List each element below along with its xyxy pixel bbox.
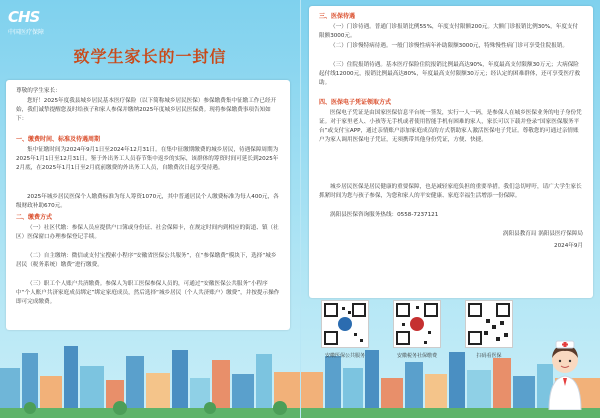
- section2-heading: 二、缴费方式: [16, 214, 53, 221]
- section1-paragraph2: 2025年城乡居民医保个人缴费标准为每人筹资1070元，其中普通居民个人缴费标准为每人400元，各级财政补助670元。: [16, 194, 279, 209]
- section1-paragraph1: 集中征缴时间为2024年9月1日至2024年12月31日。在集中征缴期缴费的城乡居民，待遇保障周期为2025年1月1日至12月31日。鉴于外出务工人员春节集中返乡的实际，该群体的筹资时间可延长到2025年2月底，在2025年1月1日至2月底前缴费的外出务工人员，自缴费次日起享受待遇。: [16, 147, 279, 171]
- section4-paragraph1: 医保电子凭证是由国家医保信息平台统一签发，实行一人一码，是参保人在城乡医保业务的电子身份凭证。对于家里老人、小孩等无手机或者使用智能手机有困难的家人，家长可以下载并登录“国家医保服务平台”或支付宝APP，通过亲情账户添加家庭成员的方式帮助家人激活医保电子凭证。尊敬您的可通过亲情账户为家人调用医保电子凭证，无须携带其他身份凭证，方便、快捷。: [319, 110, 582, 143]
- hotline: 涡阳县医保咨询服务热线：0558-7237121: [330, 212, 439, 218]
- qr-label-1: 安徽医保公共服务: [324, 353, 365, 359]
- section3-heading: 三、医保待遇: [319, 13, 356, 20]
- qr-code-anhui-tax-social-security[interactable]: [393, 300, 441, 348]
- section2-paragraph1: （一）社区代缴：参保人员应提供户口簿或身份证、社会保障卡，在规定时间内到相应的街道、镇（社区）医保窗口办理参保登记手续。: [16, 225, 279, 240]
- section4-paragraph2: 城乡居民医保是居民健康的重要保障，也是减轻家庭负担的重要举措。我们急切呼吁，请广大学生家长抓紧时间为您与孩子参保，为您和家人的平安健康、家庭幸福生活增添一份保障。: [319, 184, 582, 199]
- city-skyline-illustration: [0, 328, 300, 418]
- qr-code-row: [321, 300, 531, 380]
- section3-paragraph3: （三）住院报销待遇。基本医疗保险住院报销比例最高达90%，年度最高支付限额30万元；大病保险起付线12000元，报销比例最高达80%，年度最高支付限额30万元；经认定的困难群体，还可享受医疗救助。: [319, 62, 581, 86]
- qr-label-3: 扫码看医保: [476, 353, 502, 359]
- logo-mark: CHS: [8, 8, 40, 26]
- section2-paragraph3: （三）职工个人账户共济缴费。参保人为职工医保参保人员的，可通过“安徽医保公共服务”小程序中“个人账户共济家庭成员绑定”绑定家庭成员，然后选择“城乡居民（个人共济账户）缴费”，并按提示操作即可完成缴费。: [16, 281, 280, 305]
- logo-subtitle: 中国医疗保障: [8, 29, 45, 36]
- right-page: [300, 0, 600, 418]
- qr-code-anhui-medical-insurance[interactable]: [321, 300, 369, 348]
- intro-paragraph: 您好！2025年度我县城乡居民基本医疗保险（以下简称城乡居民医保）参保缴费集中征缴工作已经开始，我们诚挚提醒您及时给孩子和家人参保并缴纳2025年度城乡居民医保费。现将参保缴费事项告知如下：: [16, 98, 277, 122]
- section3-paragraph2: （二）门诊慢特病待遇。一般门诊慢性病年补助限额3000元，特殊慢性病门诊可享受住院报销。: [330, 43, 568, 49]
- section3-paragraph1: （一）门诊待遇。普通门诊报销比例55%，年度支付限额200元。大额门诊报销比例30%，年度支付限额3000元。: [319, 24, 579, 39]
- signature-orgs: 涡阳县教育局 涡阳县医疗保障局: [502, 231, 583, 237]
- letter-body-left: [6, 80, 290, 330]
- section1-heading: 一、缴费时间、标准及待遇周期: [16, 136, 101, 143]
- letter-title: 致学生家长的一封信: [73, 47, 227, 66]
- qr-code-scan-medical-insurance[interactable]: [465, 300, 513, 348]
- letter-body-right: [309, 6, 593, 298]
- greeting: 尊敬的学生家长：: [16, 88, 61, 94]
- section4-heading: 四、医保电子凭证领取方式: [319, 99, 392, 106]
- signature-date: 2024年9月: [554, 243, 583, 249]
- section2-paragraph2: （二）自主缴纳：微信或支付宝搜索小程序“安徽省医保公共服务”，在“参保缴费”模块下，选择“城乡居民（税务系统）缴费”进行缴费。: [16, 253, 277, 268]
- chs-logo: [8, 8, 88, 40]
- qr-label-2: 安徽税务社保缴费: [396, 353, 437, 359]
- nurse-illustration: [539, 330, 591, 410]
